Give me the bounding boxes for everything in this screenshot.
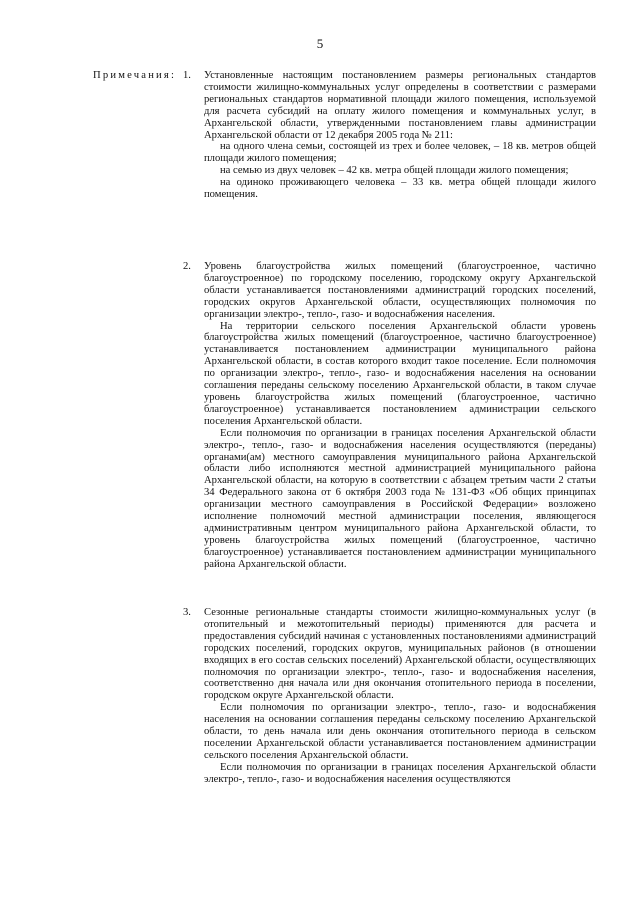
- note-paragraph: На территории сельского поселения Архангельской области уровень благоустройства жилых помещений (благоустроенное, частично благоустроенное) устанавливается постановлением администрации муниципального района Архангельской области, в состав которого входит такое поселение. Если полномочия по организации электро-, тепло-, газо- и водоснабжения населения на основании соглашения переданы сельскому поселению Архангельской области, в таком случае уровень благоустройства жилых помещений (благоустроенное, частично благоустроенное) устанавливается постановлением администрации сельского поселения Архангельской области.: [204, 320, 596, 427]
- note-number-1: 1.: [183, 70, 191, 81]
- page-number: 5: [316, 36, 324, 51]
- note-paragraph: на одиноко проживающего человека – 33 кв. метра общей площади жилого помещения.: [204, 177, 596, 201]
- note-paragraph: на семью из двух человек – 42 кв. метра общей площади жилого помещения;: [220, 165, 569, 177]
- note-paragraph: Сезонные региональные стандарты стоимости жилищно-коммунальных услуг (в отопительный и межотопительный периоды) применяются для расчета и предоставления субсидий начиная с установленных постановлениями администраций городских поселений, городских округов, муниципальных районов (в отношении входящих в его состав сельских поселений) Архангельской области, осуществляющих полномочия по организации электро-, тепло-, газо- и водоснабжения населения, соответственно дня начала или дня окончания отопительного периода в поселении, городском округе Архангельской области.: [204, 607, 596, 702]
- note-paragraph: Установленные настоящим постановлением размеры региональных стандартов стоимости жилищно-коммунальных услуг определены в соответствии с размерами региональных стандартов нормативной площади жилого помещения, используемой для расчета субсидий на оплату жилого помещения и коммунальных услуг, в Архангельской области, утвержденными постановлением главы администрации Архангельской области от 12 декабря 2005 года № 211:: [204, 70, 596, 141]
- note-number-2: 2.: [183, 261, 191, 272]
- note-number-3: 3.: [183, 607, 191, 618]
- note-item-2: [204, 261, 596, 571]
- note-item-1: [204, 70, 596, 201]
- notes-label: Примечания:: [93, 70, 177, 81]
- note-paragraph: Уровень благоустройства жилых помещений (благоустроенное, частично благоустроенное) по городскому поселению, городскому округу Архангельской области устанавливается постановлениями администраций городских поселений, городских округов Архангельской области, осуществляющих полномочия по организации электро-, тепло-, газо- и водоснабжения населения.: [204, 261, 596, 320]
- note-paragraph: Если полномочия по организации электро-, тепло-, газо- и водоснабжения населения на основании соглашения переданы сельскому поселению Архангельской области, то день начала или день окончания отопительного периода в сельском поселении Архангельской области устанавливается постановлением администрации сельского поселения Архангельской области.: [204, 702, 596, 761]
- note-paragraph: Если полномочия по организации в границах поселения Архангельской области электро-, тепло-, газо- и водоснабжения населения осуществляются: [204, 761, 596, 785]
- note-item-3: [204, 607, 596, 786]
- note-paragraph: на одного члена семьи, состоящей из трех и более человек, – 18 кв. метров общей площади жилого помещения;: [204, 141, 596, 165]
- note-paragraph: Если полномочия по организации в границах поселения Архангельской области электро-, тепло-, газо- и водоснабжения населения осуществляются (переданы) органами(ам) местного самоуправления муниципального района Архангельской области либо исполняются местной администрацией муниципального района Архангельской области, на которую в соответствии с абзацем третьим части 2 статьи 34 Федерального закона от 6 октября 2003 года № 131-ФЗ «Об общих принципах организации местного самоуправления в Российской Федерации» возложено исполнение полномочий местной администрации поселения, являющегося административным центром муниципального района Архангельской области, то уровень благоустройства жилых помещений (благоустроенное, частично благоустроенное) устанавливается постановлением администрации муниципального района Архангельской области.: [204, 427, 596, 570]
